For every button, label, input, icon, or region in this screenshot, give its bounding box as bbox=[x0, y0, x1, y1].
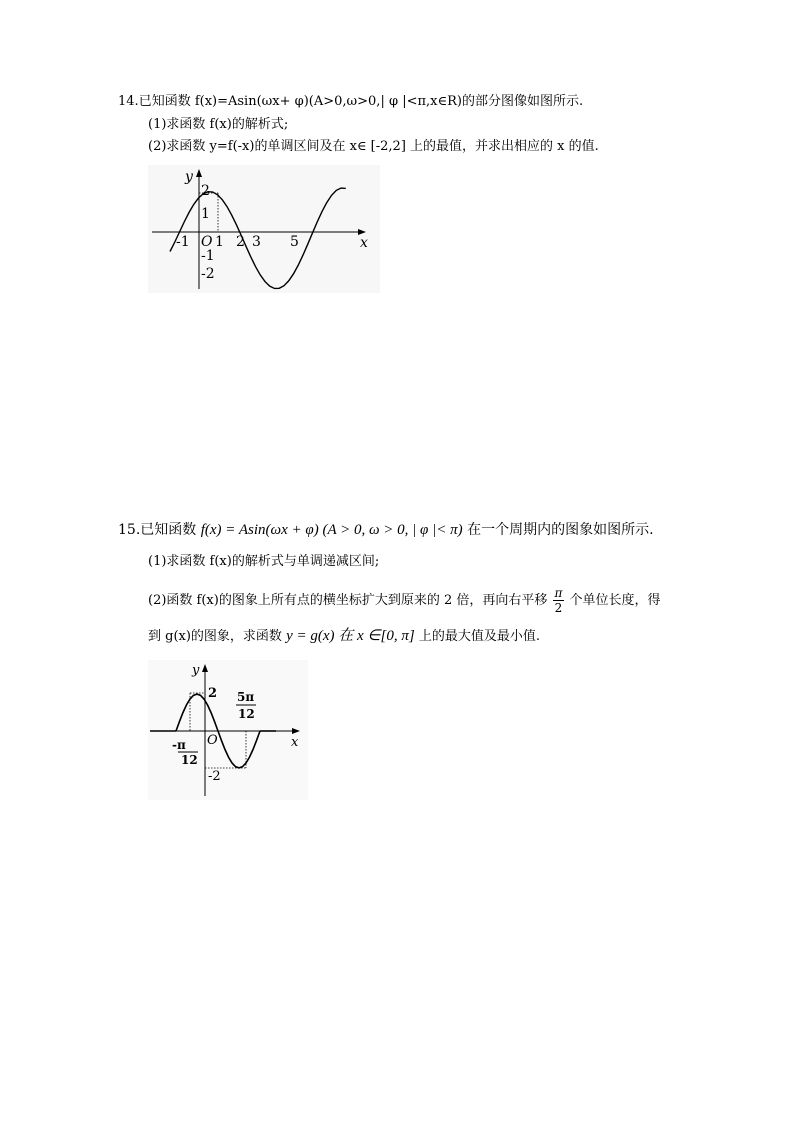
q15-part2-c: 到 g(x)的图象，求函数 bbox=[148, 629, 282, 644]
q15-tick-y-2: 2 bbox=[208, 686, 218, 701]
q15-graph-background bbox=[148, 660, 308, 800]
q15-graph bbox=[148, 660, 308, 800]
q14-origin: O bbox=[201, 234, 213, 250]
q15-label-5pi12-den: 12 bbox=[238, 707, 255, 721]
q15-frac-den: 2 bbox=[554, 601, 563, 615]
q14-graph bbox=[148, 165, 380, 293]
q15-part1: (1)求函数 f(x)的解析式与单调递减区间; bbox=[148, 554, 380, 569]
q14-tick-x-5: 5 bbox=[290, 234, 299, 250]
q15-origin: O bbox=[207, 733, 218, 748]
q14-tick-x-2: 2 bbox=[236, 234, 245, 250]
q15-stem-formula: f(x) = Asin(ωx + φ) (A > 0, ω > 0, | φ |< π) bbox=[200, 522, 463, 538]
q14-part2: (2)求函数 y=f(-x)的单调区间及在 x∈ [-2,2] 上的最值，并求出相应的 x 的值. bbox=[148, 139, 599, 154]
q15-pi-over-2 bbox=[553, 586, 565, 615]
q15-part2-b: 个单位长度，得 bbox=[569, 593, 661, 608]
q15-part2-formula: y = g(x) 在 x ∈[0, π] bbox=[286, 628, 415, 644]
q15-tick-y-m2: -2 bbox=[208, 769, 221, 784]
q14-tick-y-m1: -1 bbox=[201, 248, 215, 264]
q14-tick-x-m1: -1 bbox=[176, 234, 190, 250]
q14-tick-y-m2: -2 bbox=[201, 266, 215, 282]
q14-stem-text: 已知函数 f(x)=Asin(ωx+ φ)(A>0,ω>0,| φ |<π,x∈R)的部分图像如图所示. bbox=[138, 94, 584, 109]
q14-tick-x-1: 1 bbox=[215, 234, 224, 250]
q14-tick-y-1: 1 bbox=[201, 206, 210, 222]
q15-part2-line1 bbox=[148, 584, 661, 618]
q15-label-mpi12-num: -π bbox=[172, 738, 186, 752]
q14-x-label: x bbox=[360, 235, 368, 251]
q14-y-label: y bbox=[185, 169, 193, 185]
q14-stem bbox=[118, 93, 583, 111]
q15-part2-a: (2)函数 f(x)的图象上所有点的横坐标扩大到原来的 2 倍，再向右平移 bbox=[148, 593, 548, 608]
q14-tick-y-2: 2 bbox=[201, 183, 210, 199]
q14-part1: (1)求函数 f(x)的解析式; bbox=[148, 117, 289, 132]
q15-number: 15. bbox=[118, 522, 141, 538]
q15-part2-d: 上的最大值及最小值. bbox=[418, 629, 540, 644]
q14-number: 14. bbox=[118, 94, 139, 109]
q15-y-label: y bbox=[192, 663, 200, 678]
q14-graph-background bbox=[148, 165, 380, 293]
q15-frac-num: π bbox=[554, 586, 563, 600]
q15-stem-prefix: 已知函数 bbox=[140, 522, 197, 538]
q15-label-mpi12-den: 12 bbox=[181, 753, 198, 767]
q15-label-5pi12-num: 5π bbox=[237, 690, 255, 704]
q15-stem bbox=[118, 521, 654, 539]
q15-part2-line2 bbox=[148, 627, 540, 646]
q14-tick-x-3: 3 bbox=[252, 234, 261, 250]
q15-x-label: x bbox=[291, 735, 299, 750]
q15-stem-suffix: 在一个周期内的图象如图所示. bbox=[467, 522, 654, 538]
